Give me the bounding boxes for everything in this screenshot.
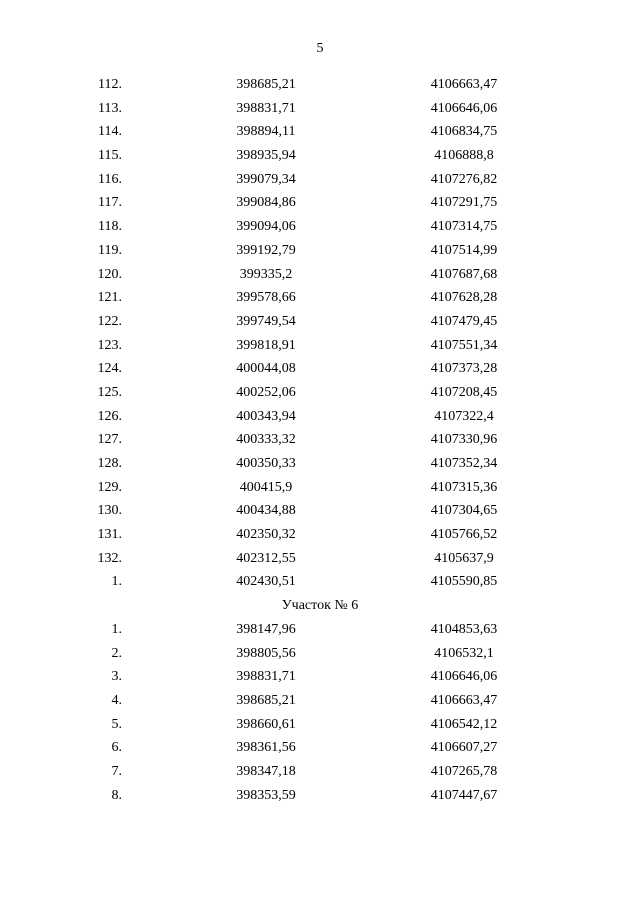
table-row [0, 120, 640, 144]
table-row [0, 665, 640, 689]
coordinate-y: 4107315,36 [430, 479, 498, 495]
coordinate-y: 4107551,34 [430, 337, 498, 353]
table-row [0, 239, 640, 263]
coordinate-y: 4106646,06 [430, 100, 498, 116]
coordinates-table [0, 73, 640, 807]
coordinate-x: 400333,32 [236, 432, 296, 448]
coordinate-x: 398894,11 [236, 124, 296, 140]
point-number: 130. [97, 503, 122, 519]
point-number: 115. [98, 148, 122, 164]
table-row [0, 499, 640, 523]
table-row [0, 760, 640, 784]
point-number: 123. [97, 337, 122, 353]
table-row [0, 286, 640, 310]
point-number: 125. [97, 384, 122, 400]
table-row [0, 191, 640, 215]
table-row [0, 215, 640, 239]
coordinate-y: 4107265,78 [430, 763, 498, 779]
coordinate-y: 4107291,75 [430, 195, 498, 211]
point-number: 119. [98, 242, 122, 258]
point-number: 117. [98, 195, 122, 211]
section-heading [0, 594, 640, 618]
point-number: 120. [97, 266, 122, 282]
coordinate-x: 398935,94 [236, 148, 296, 164]
table-row [0, 618, 640, 642]
coordinate-y: 4106542,12 [430, 716, 498, 732]
point-number: 5. [111, 716, 122, 732]
coordinate-x: 398805,56 [236, 645, 296, 661]
coordinate-y: 4106607,27 [430, 740, 498, 756]
point-number: 121. [97, 290, 122, 306]
point-number: 116. [98, 171, 122, 187]
point-number: 4. [111, 692, 122, 708]
table-row [0, 784, 640, 808]
coordinate-x: 398347,18 [236, 763, 296, 779]
coordinate-x: 400343,94 [236, 408, 296, 424]
coordinate-y: 4107322,4 [434, 408, 494, 424]
table-row [0, 381, 640, 405]
point-number: 8. [111, 787, 122, 803]
table-row [0, 73, 640, 97]
table-row [0, 428, 640, 452]
coordinate-y: 4106834,75 [430, 124, 498, 140]
coordinate-y: 4107208,45 [430, 384, 498, 400]
coordinate-y: 4107276,82 [430, 171, 498, 187]
coordinate-y: 4105637,9 [434, 550, 494, 566]
point-number: 132. [97, 550, 122, 566]
table-row [0, 144, 640, 168]
table-row [0, 523, 640, 547]
point-number: 114. [98, 124, 122, 140]
coordinates-section-plot-6 [0, 618, 640, 808]
coordinate-y: 4107304,65 [430, 503, 498, 519]
point-number: 118. [98, 219, 122, 235]
coordinate-x: 400434,88 [236, 503, 296, 519]
coordinate-x: 402312,55 [236, 550, 296, 566]
point-number: 122. [97, 313, 122, 329]
coordinate-x: 399818,91 [236, 337, 296, 353]
coordinate-y: 4104853,63 [430, 621, 498, 637]
coordinate-x: 399079,34 [236, 171, 296, 187]
table-row [0, 452, 640, 476]
table-row [0, 689, 640, 713]
coordinate-x: 398685,21 [236, 77, 296, 92]
point-number: 6. [111, 740, 122, 756]
coordinate-x: 399094,06 [236, 219, 296, 235]
coordinate-y: 4106646,06 [430, 669, 498, 685]
table-row [0, 736, 640, 760]
coordinate-y: 4107479,45 [430, 313, 498, 329]
coordinate-y: 4107514,99 [430, 242, 498, 258]
coordinate-y: 4107330,96 [430, 432, 498, 448]
coordinate-x: 398831,71 [236, 100, 296, 116]
coordinate-x: 400044,08 [236, 361, 296, 377]
coordinate-x: 399578,66 [236, 290, 296, 306]
coordinate-x: 399192,79 [236, 242, 296, 258]
coordinate-x: 398353,59 [236, 787, 296, 803]
table-row [0, 168, 640, 192]
coordinate-y: 4107314,75 [430, 219, 498, 235]
point-number: 2. [111, 645, 122, 661]
point-number: 112. [98, 77, 122, 92]
point-number: 128. [97, 456, 122, 471]
coordinate-x: 398660,61 [236, 716, 296, 732]
coordinate-x: 400252,06 [236, 384, 296, 400]
coordinate-y: 4107352,34 [430, 456, 498, 471]
coordinate-x: 398685,21 [236, 692, 296, 708]
coordinate-x: 402350,32 [236, 527, 296, 543]
coordinate-x: 400350,33 [236, 456, 296, 471]
point-number: 7. [111, 763, 122, 779]
table-row [0, 405, 640, 429]
point-number: 126. [97, 408, 122, 424]
table-row [0, 334, 640, 358]
coordinate-x: 400415,9 [239, 479, 293, 495]
coordinate-x: 398361,56 [236, 740, 296, 756]
coordinate-y: 4107687,68 [430, 266, 498, 282]
point-number: 3. [111, 669, 122, 685]
point-number: 127. [97, 432, 122, 448]
section-heading-text: Участок № 6 [281, 598, 359, 614]
table-row [0, 642, 640, 666]
coordinate-y: 4106532,1 [434, 645, 494, 661]
coordinate-y: 4106663,47 [430, 692, 498, 708]
table-row [0, 547, 640, 571]
coordinate-x: 398831,71 [236, 669, 296, 685]
point-number: 113. [98, 100, 122, 116]
table-row [0, 310, 640, 334]
coordinate-x: 402430,51 [236, 574, 296, 590]
point-number: 1. [111, 621, 122, 637]
point-number: 124. [97, 361, 122, 377]
table-row [0, 263, 640, 287]
coordinate-y: 4106888,8 [434, 148, 494, 164]
coordinate-y: 4105590,85 [430, 574, 498, 590]
point-number: 131. [97, 527, 122, 543]
coordinate-y: 4107373,28 [430, 361, 498, 377]
coordinate-x: 399084,86 [236, 195, 296, 211]
table-row [0, 357, 640, 381]
coordinate-x: 399335,2 [239, 266, 293, 282]
table-row [0, 97, 640, 121]
coordinate-y: 4105766,52 [430, 527, 498, 543]
table-row [0, 476, 640, 500]
table-row [0, 570, 640, 594]
coordinate-x: 399749,54 [236, 313, 296, 329]
table-row [0, 713, 640, 737]
coordinate-y: 4107447,67 [430, 787, 498, 803]
coordinates-section-previous [0, 73, 640, 594]
point-number: 129. [97, 479, 122, 495]
coordinate-y: 4107628,28 [430, 290, 498, 306]
coordinate-x: 398147,96 [236, 621, 296, 637]
coordinate-y: 4106663,47 [430, 77, 498, 92]
page-number: 5 [316, 41, 324, 56]
point-number: 1. [111, 574, 122, 590]
